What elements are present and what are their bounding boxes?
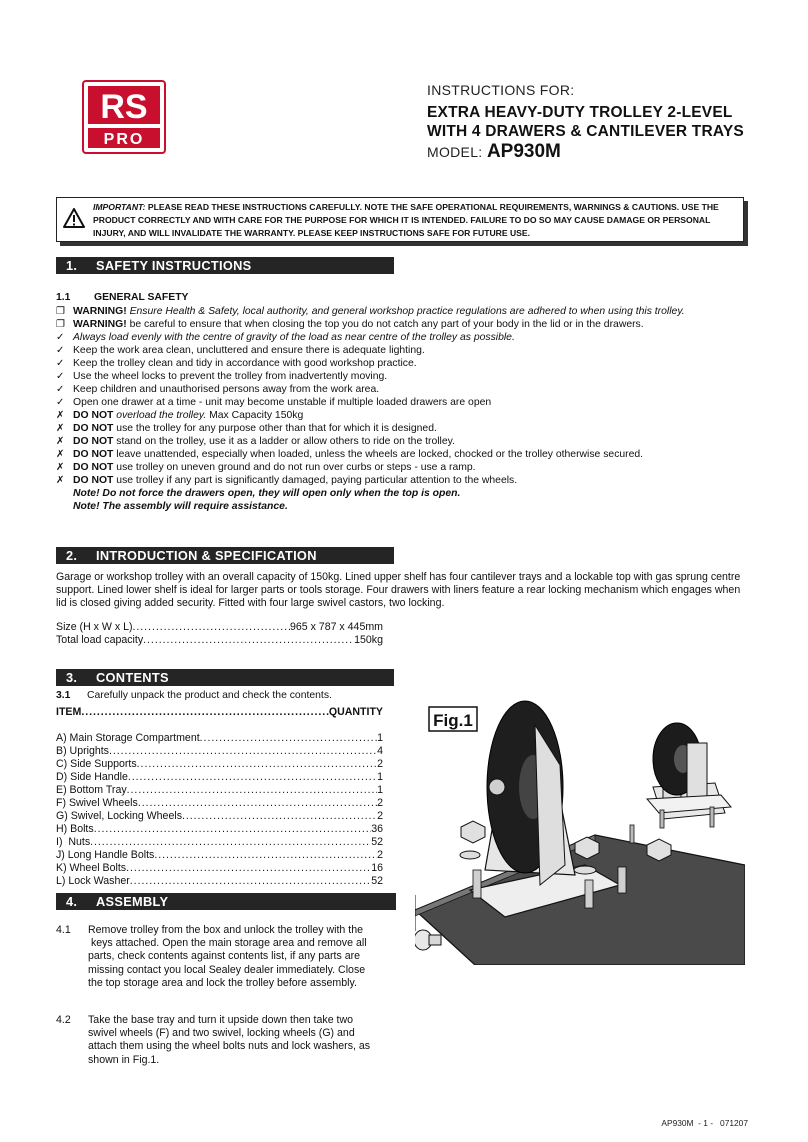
safety-item: ✗ DO NOT use the trolley for any purpose other than that for which it is designed. (56, 423, 437, 434)
safety-item: ❐ WARNING! Ensure Health & Safety, local authority, and general workshop practice regulations are adhered to when using this trolley. (56, 306, 685, 317)
warning-lead: IMPORTANT: (93, 202, 146, 212)
safety-item: ✗ DO NOT use trolley on uneven ground and do not run over curbs or steps - use a ramp. (56, 462, 476, 473)
contents-row: B) Uprights . . . 4 (56, 745, 383, 758)
subsection-1-1: 1.1 GENERAL SAFETY (56, 292, 189, 303)
safety-item: ✗ DO NOT use trolley if any part is significantly damaged, paying particular attention to the wheels. (56, 475, 518, 486)
fig1-wheel-assembly-illustration (415, 695, 745, 965)
fig1-label: Fig.1 (433, 711, 473, 730)
contents-row: H) Bolts . . . 36 (56, 823, 383, 836)
intro-paragraph: Garage or workshop trolley with an overall capacity of 150kg. Lined upper shelf has four cantilever trays and a lockable top with gas sprung centre support. Lined lower shelf is ideal for larger parts or tools storage. Four drawers with liners feature a rear locking mechanism which engages when lid is closed giving added security. Fitted with four large swivel castors, two locking. (56, 571, 741, 610)
page-footer: AP930M - 1 - 071207 (661, 1118, 748, 1128)
contents-row: L) Lock Washer . . . 52 (56, 875, 383, 888)
note-assistance: Note! The assembly will require assistance. (73, 501, 288, 512)
warning-text (93, 201, 733, 240)
safety-item: ❐ WARNING! be careful to ensure that when closing the top you do not catch any part of your body in the lid or in the drawers. (56, 319, 644, 330)
contents-row: G) Swivel, Locking Wheels . . . 2 (56, 810, 383, 823)
contents-row: K) Wheel Bolts . . . 16 (56, 862, 383, 875)
contents-row: D) Side Handle . . . 1 (56, 771, 383, 784)
safety-item: ✗ DO NOT stand on the trolley, use it as a ladder or allow others to ride on the trolley. (56, 436, 455, 447)
safety-item: ✓ Keep the work area clean, uncluttered and ensure there is adequate lighting. (56, 345, 425, 356)
safety-item: ✓ Always load evenly with the centre of gravity of the load as near centre of the trolley as possible. (56, 332, 515, 343)
spec-capacity: Total load capacity . . . 150kg (56, 634, 383, 647)
step-4-1-number: 4.1 (56, 924, 71, 936)
model-line (427, 141, 561, 163)
contents-header: ITEM . . . QUANTITY (56, 706, 383, 719)
step-4-1-text: Remove trolley from the box and unlock the trolley with the keys attached. Open the main storage area and remove all parts, check contents against contents list, if any parts are missing contact you local Sealey dealer immediately. Close the top storage area and lock the trolley before assembly. (88, 924, 367, 989)
safety-item: ✗ DO NOT leave unattended, especially when loaded, unless the wheels are locked, chocked or the trolley otherwise secured. (56, 449, 644, 460)
section-1-heading: 1. SAFETY INSTRUCTIONS (56, 257, 394, 274)
section-4-heading: 4. ASSEMBLY (56, 893, 396, 910)
title-line-2: WITH 4 DRAWERS & CANTILEVER TRAYS (427, 123, 744, 140)
safety-item: ✓ Open one drawer at a time - unit may become unstable if multiple loaded drawers are open (56, 397, 492, 408)
warning-triangle-icon (63, 208, 85, 228)
rs-pro-logo (82, 80, 166, 154)
safety-item: ✓ Keep the trolley clean and tidy in accordance with good workshop practice. (56, 358, 417, 369)
important-warning-box (56, 197, 744, 242)
contents-row: C) Side Supports . . . 2 (56, 758, 383, 771)
warning-body: PLEASE READ THESE INSTRUCTIONS CAREFULLY. NOTE THE SAFE OPERATIONAL REQUIREMENTS, WARNINGS & CAUTIONS. USE THE PRODUCT CORRECTLY AND WITH CARE FOR THE PURPOSE FOR WHICH IT IS INTENDED. FAILURE TO DO SO MAY CAUSE DAMAGE OR PERSONAL INJURY, AND WILL INVALIDATE THE WARRANTY. PLEASE KEEP INSTRUCTIONS SAFE FOR FUTURE USE. (93, 202, 719, 238)
logo-pro-text: PRO (103, 131, 145, 148)
model-label: MODEL: (427, 144, 483, 160)
step-4-2-text: Take the base tray and turn it upside down then take two swivel wheels (F) and two swivel, locking wheels (G) and attach them using the wheel bolts nuts and lock washers, as shown in Fig.1. (88, 1014, 371, 1066)
instructions-for-label: INSTRUCTIONS FOR: (427, 82, 575, 98)
contents-row: J) Long Handle Bolts . . . 2 (56, 849, 383, 862)
safety-item: ✓ Keep children and unauthorised persons away from the work area. (56, 384, 380, 395)
section-3-heading: 3. CONTENTS (56, 669, 394, 686)
near-locking-wheel (470, 701, 620, 917)
contents-row: I) Nuts . . . 52 (56, 836, 383, 849)
note-drawers: Note! Do not force the drawers open, they will open only when the top is open. (73, 488, 461, 499)
section-2-heading: 2. INTRODUCTION & SPECIFICATION (56, 547, 394, 564)
safety-item: ✗ DO NOT overload the trolley. Max Capacity 150kg (56, 410, 304, 421)
title-line-1: EXTRA HEAVY-DUTY TROLLEY 2-LEVEL (427, 104, 733, 121)
step-4-2-number: 4.2 (56, 1014, 71, 1026)
contents-row: A) Main Storage Compartment . . . 1 (56, 732, 383, 745)
spec-size: Size (H x W x L) . . . 965 x 787 x 445mm (56, 621, 383, 634)
safety-item: ✓ Use the wheel locks to prevent the trolley from inadvertently moving. (56, 371, 388, 382)
far-swivel-wheel (647, 723, 731, 819)
model-value: AP930M (486, 141, 561, 162)
contents-row: F) Swivel Wheels . . . 2 (56, 797, 383, 810)
contents-row: E) Bottom Tray . . . 1 (56, 784, 383, 797)
logo-rs-text: RS (100, 88, 148, 126)
subsection-3-1: 3.1 Carefully unpack the product and check the contents. (56, 690, 332, 701)
